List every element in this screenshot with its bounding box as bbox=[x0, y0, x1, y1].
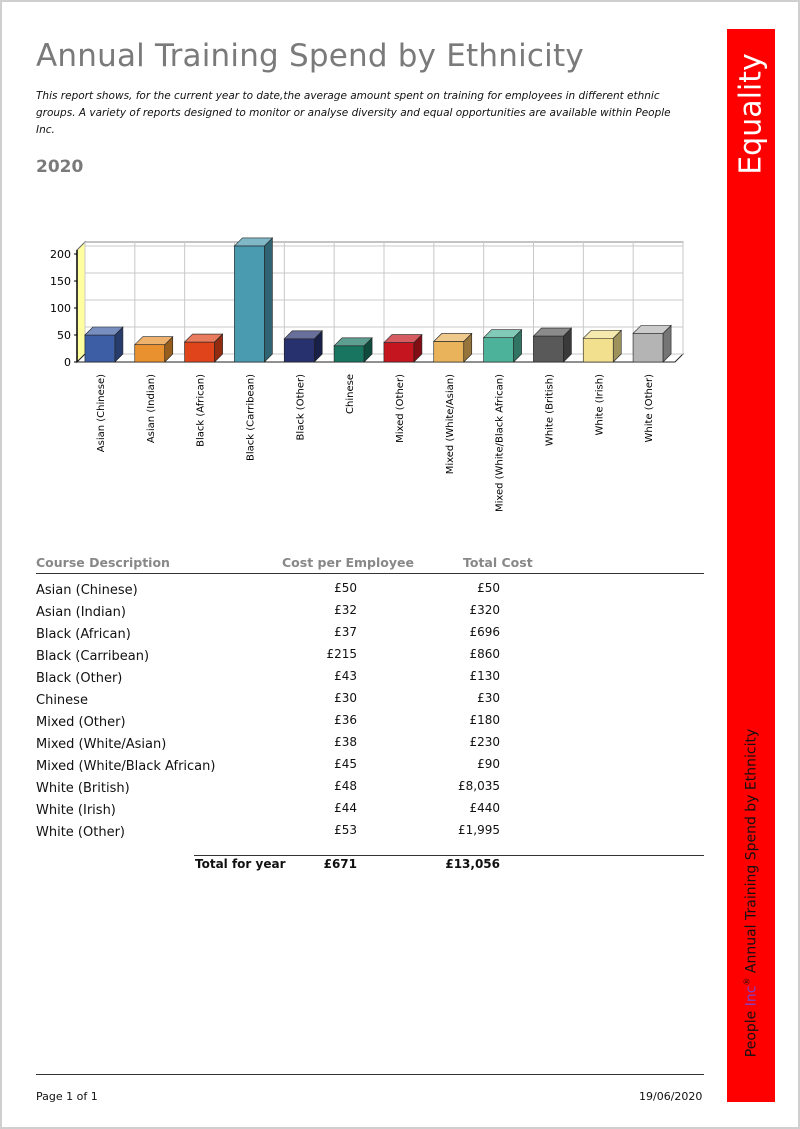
y-tick-label: 150 bbox=[50, 275, 71, 288]
bar-3 bbox=[234, 246, 264, 362]
x-tick-label: White (British) bbox=[544, 374, 556, 447]
footer-divider bbox=[36, 1074, 704, 1075]
bar-5 bbox=[334, 346, 364, 362]
page-number: Page 1 of 1 bbox=[36, 1090, 98, 1103]
bar-7 bbox=[434, 341, 464, 362]
bar-11 bbox=[633, 333, 663, 362]
x-tick-label: Mixed (White/Asian) bbox=[444, 374, 456, 475]
row-description: White (Irish) bbox=[36, 803, 116, 818]
report-year: 2020 bbox=[36, 157, 84, 177]
row-description: Black (Carribean) bbox=[36, 649, 150, 664]
bar-10 bbox=[583, 338, 613, 362]
row-total-cost: £90 bbox=[477, 757, 500, 771]
header-total-cost: Total Cost bbox=[463, 555, 533, 570]
bar-9 bbox=[533, 336, 563, 362]
row-cost-per-employee: £48 bbox=[334, 779, 357, 793]
row-cost-per-employee: £53 bbox=[334, 823, 357, 837]
row-description: Mixed (White/Black African) bbox=[36, 759, 216, 774]
bar-2 bbox=[185, 342, 215, 362]
table-row bbox=[36, 583, 704, 605]
total-row bbox=[36, 857, 704, 877]
table-row bbox=[36, 605, 704, 627]
x-tick-label: Chinese bbox=[345, 374, 357, 414]
brand-inc: Inc bbox=[743, 985, 760, 1007]
row-description: Asian (Chinese) bbox=[36, 583, 138, 598]
total-cost: £13,056 bbox=[445, 857, 500, 871]
bar-4 bbox=[284, 339, 314, 362]
total-label: Total for year bbox=[195, 857, 286, 871]
x-tick-label: Asian (Indian) bbox=[145, 374, 157, 444]
header-divider bbox=[36, 573, 704, 574]
x-tick-label: Mixed (White/Black African) bbox=[494, 374, 506, 513]
sidebar-report-label bbox=[743, 729, 760, 1057]
row-total-cost: £180 bbox=[469, 713, 500, 727]
table-row bbox=[36, 759, 704, 781]
table-row bbox=[36, 781, 704, 803]
section-sidebar bbox=[727, 29, 775, 1102]
report-title: Annual Training Spend by Ethnicity bbox=[36, 38, 584, 74]
report-date: 19/06/2020 bbox=[639, 1090, 703, 1103]
row-description: White (Other) bbox=[36, 825, 125, 840]
x-tick-label: Black (African) bbox=[195, 374, 207, 447]
row-description: Asian (Indian) bbox=[36, 605, 126, 620]
row-description: Black (African) bbox=[36, 627, 131, 642]
bar-0 bbox=[85, 335, 115, 362]
x-tick-label: White (Irish) bbox=[594, 374, 606, 436]
x-tick-label: Mixed (Other) bbox=[394, 374, 406, 443]
total-divider bbox=[194, 855, 704, 856]
header-course-description: Course Description bbox=[36, 555, 170, 570]
table-row bbox=[36, 693, 704, 715]
row-total-cost: £440 bbox=[469, 801, 500, 815]
sidebar-report-name: Annual Training Spend by Ethnicity bbox=[743, 728, 760, 974]
row-cost-per-employee: £36 bbox=[334, 713, 357, 727]
y-tick-label: 50 bbox=[57, 329, 71, 342]
chart-side-wall bbox=[77, 242, 85, 362]
bar-8 bbox=[484, 338, 514, 362]
table-row bbox=[36, 671, 704, 693]
table-row bbox=[36, 715, 704, 737]
row-total-cost: £320 bbox=[469, 603, 500, 617]
row-description: White (British) bbox=[36, 781, 130, 796]
table-row bbox=[36, 803, 704, 825]
row-description: Black (Other) bbox=[36, 671, 123, 686]
x-tick-label: Black (Other) bbox=[295, 374, 307, 441]
sidebar-section-title: Equality bbox=[733, 53, 769, 175]
row-total-cost: £230 bbox=[469, 735, 500, 749]
row-cost-per-employee: £43 bbox=[334, 669, 357, 683]
row-total-cost: £860 bbox=[469, 647, 500, 661]
row-cost-per-employee: £38 bbox=[334, 735, 357, 749]
table-row bbox=[36, 737, 704, 759]
total-cost-per-employee: £671 bbox=[323, 857, 357, 871]
table-row bbox=[36, 825, 704, 847]
row-total-cost: £8,035 bbox=[458, 779, 500, 793]
row-cost-per-employee: £50 bbox=[334, 581, 357, 595]
brand-registered-mark: ® bbox=[742, 977, 752, 986]
row-description: Mixed (Other) bbox=[36, 715, 126, 730]
bar-side-3 bbox=[264, 238, 272, 362]
row-cost-per-employee: £30 bbox=[334, 691, 357, 705]
row-total-cost: £1,995 bbox=[458, 823, 500, 837]
table-row bbox=[36, 649, 704, 671]
row-cost-per-employee: £32 bbox=[334, 603, 357, 617]
bar-chart bbox=[32, 224, 704, 524]
brand-people: People bbox=[743, 1010, 760, 1058]
table-row bbox=[36, 627, 704, 649]
row-cost-per-employee: £44 bbox=[334, 801, 357, 815]
x-tick-label: Black (Carribean) bbox=[245, 374, 257, 461]
y-tick-label: 0 bbox=[64, 356, 71, 369]
row-total-cost: £50 bbox=[477, 581, 500, 595]
x-tick-label: Asian (Chinese) bbox=[95, 374, 107, 453]
row-total-cost: £30 bbox=[477, 691, 500, 705]
bar-1 bbox=[135, 345, 165, 362]
bar-6 bbox=[384, 343, 414, 362]
row-total-cost: £696 bbox=[469, 625, 500, 639]
y-tick-label: 100 bbox=[50, 302, 71, 315]
row-cost-per-employee: £45 bbox=[334, 757, 357, 771]
row-cost-per-employee: £37 bbox=[334, 625, 357, 639]
y-tick-label: 200 bbox=[50, 248, 71, 261]
x-tick-label: White (Other) bbox=[644, 374, 656, 443]
header-cost-per-employee: Cost per Employee bbox=[282, 555, 414, 570]
row-description: Mixed (White/Asian) bbox=[36, 737, 167, 752]
row-cost-per-employee: £215 bbox=[326, 647, 357, 661]
row-description: Chinese bbox=[36, 693, 88, 708]
row-total-cost: £130 bbox=[469, 669, 500, 683]
report-description: This report shows, for the current year to date,the average amount spent on training for employees in different ethnic groups. A variety of reports designed to monitor or analyse diversity and equal opportunities are available within People Inc. bbox=[36, 90, 671, 136]
